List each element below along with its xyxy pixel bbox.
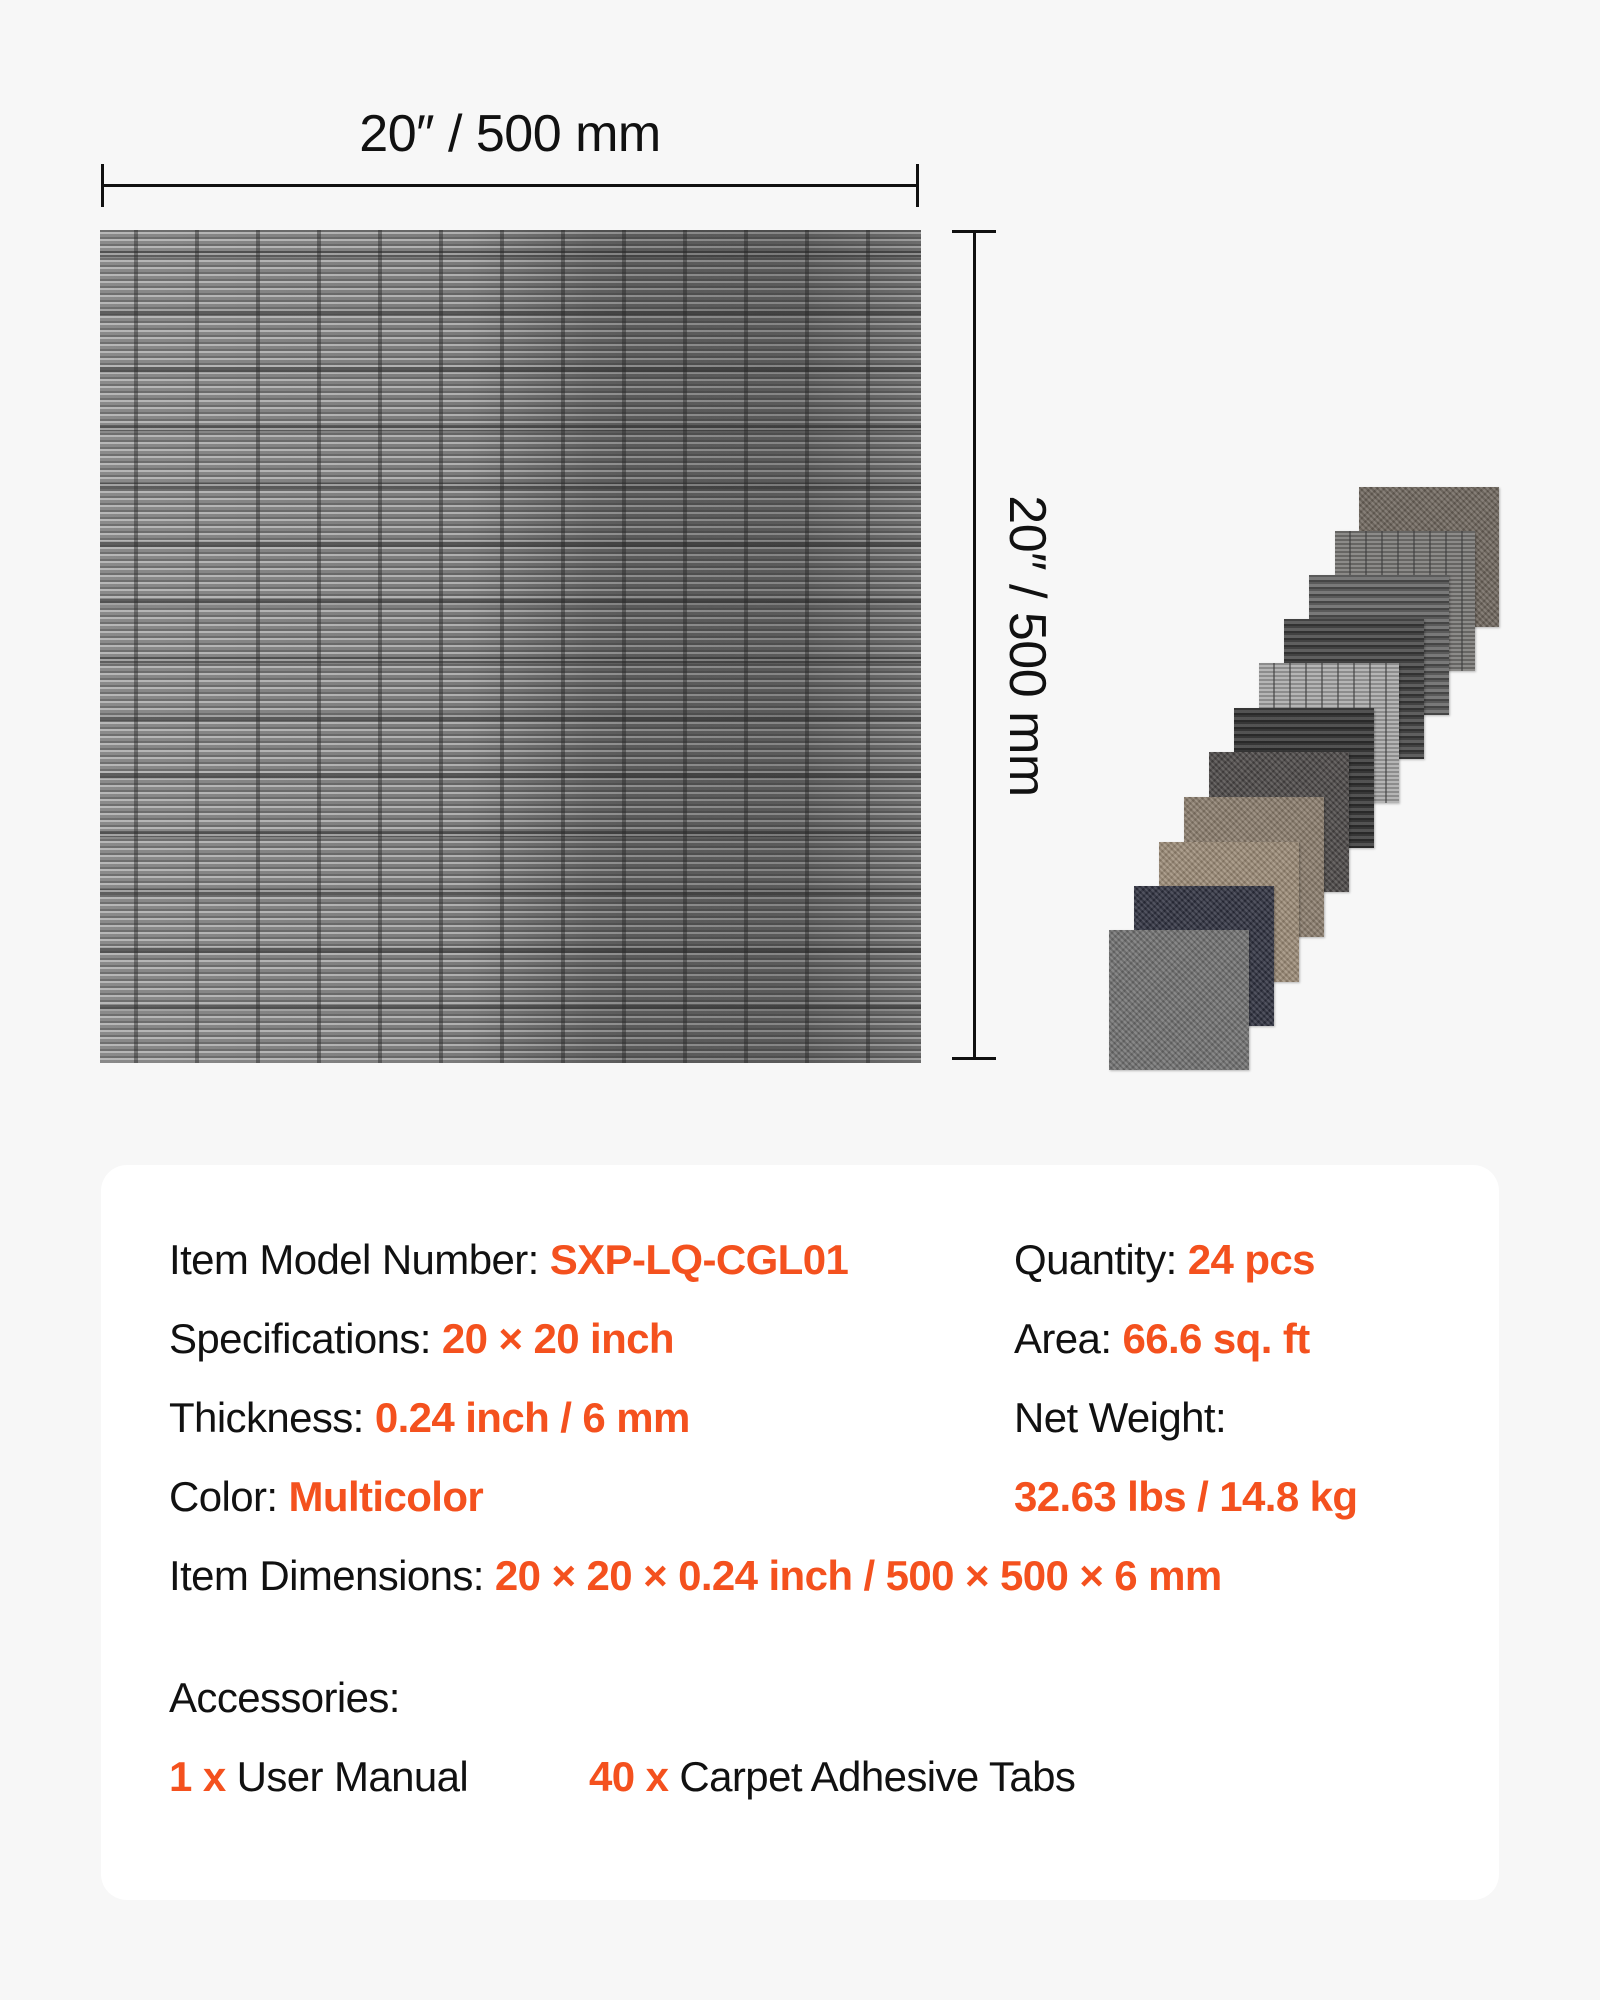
spec-label: Area: — [1014, 1315, 1123, 1362]
main-carpet-tile-image — [100, 230, 921, 1063]
spec-value: 0.24 inch / 6 mm — [374, 1394, 690, 1441]
spec-label: Color: — [169, 1473, 289, 1520]
spec-label: Item Model Number: — [169, 1236, 550, 1283]
spec-label: Quantity: — [1014, 1236, 1188, 1283]
accessory-qty: 40 x — [589, 1753, 669, 1800]
accessory-name: Carpet Adhesive Tabs — [668, 1753, 1076, 1800]
spec-value: 20 × 20 × 0.24 inch / 500 × 500 × 6 mm — [494, 1552, 1222, 1599]
height-dimension-line — [973, 231, 976, 1060]
spec-item-dimensions — [169, 1551, 1222, 1601]
width-dimension-line — [101, 184, 919, 187]
spec-area — [1014, 1314, 1310, 1364]
spec-label: Net Weight: — [1014, 1394, 1227, 1441]
spec-label: Specifications: — [169, 1315, 442, 1362]
spec-model-number — [169, 1235, 848, 1285]
accessory-name: User Manual — [225, 1753, 469, 1800]
height-dimension-text: 20″ / 500 mm — [998, 495, 1056, 797]
spec-net-weight-value — [1014, 1472, 1358, 1522]
spec-net-weight-label — [1014, 1393, 1226, 1443]
spec-value: 20 × 20 inch — [441, 1315, 674, 1362]
spec-value: 32.63 lbs / 14.8 kg — [1014, 1473, 1358, 1520]
spec-value: 66.6 sq. ft — [1122, 1315, 1310, 1362]
accessory-item-user-manual — [169, 1752, 468, 1802]
spec-thickness — [169, 1393, 690, 1443]
accessories-title — [169, 1673, 400, 1723]
width-dimension-label: 20″ / 500 mm — [359, 105, 661, 163]
sample-tile-11 — [1109, 930, 1249, 1070]
width-dimension-tick-left — [101, 164, 104, 207]
spec-specifications — [169, 1314, 674, 1364]
spec-value: SXP-LQ-CGL01 — [549, 1236, 849, 1283]
accessory-qty: 1 x — [169, 1753, 226, 1800]
accessory-item-adhesive-tabs — [589, 1752, 1075, 1802]
spec-color — [169, 1472, 483, 1522]
spec-label: Item Dimensions: — [169, 1552, 495, 1599]
spec-label: Thickness: — [169, 1394, 375, 1441]
width-dimension-tick-right — [916, 164, 919, 207]
spec-value: Multicolor — [288, 1473, 484, 1520]
spec-value: 24 pcs — [1187, 1236, 1315, 1283]
height-dimension-tick-top — [952, 230, 996, 233]
height-dimension-tick-bottom — [952, 1057, 996, 1060]
accessories-heading: Accessories: — [169, 1674, 400, 1721]
spec-quantity — [1014, 1235, 1315, 1285]
